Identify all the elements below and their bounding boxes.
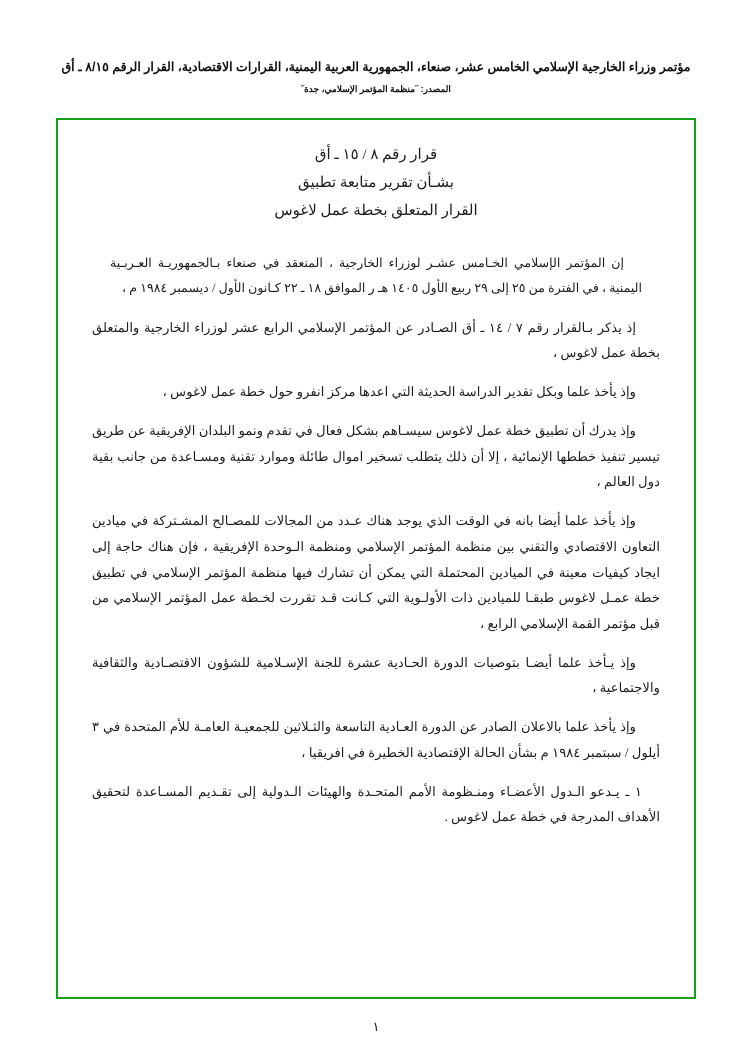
paragraph-preamble: إن المؤتمر الإسلامي الخـامس عشـر لوزراء الخارجية ، المنعقد في صنعاء بـالجمهوريـة العـربـية اليمنية ، في الفترة من ٢٥ إلى ٢٩ ربيع الأول ١٤٠٥ هـ ر الموافق ١٨ ـ ٢٢ كـانون الأول / ديسمبر ١٩٨٤ م ،	[110, 256, 642, 296]
paragraph-commission-recommendations: وإذ يـأخذ علما أيضـا بتوصيات الدورة الحـادية عشرة للجنة الإسـلامية للشؤون الاقتصـادية والثقافية والاجتماعية ،	[92, 654, 660, 696]
document-title-line-1: قرار رقم ٨ / ١٥ ـ أق	[314, 147, 438, 163]
page-number: ١	[372, 1019, 380, 1034]
paragraph-implementation-impact: وإذ يدرك أن تطبيق خطة عمل لاغوس سيسـاهم بشكل فعال في تقدم ونمو البلدان الإفريقية عن طريق تيسير تنفيذ خططها الإنمائية ، إلا أن ذلك يتطلب تسخير اموال طائلة وموارد تقنية ومسـاعدة من جانب بقية دول العالم ،	[92, 422, 660, 490]
paragraph-notes-study: وإذ يأخذ علما وبكل تقدير الدراسة الحديثة التي اعدها مركز انفرو حول خطة عمل لاغوس ،	[162, 384, 636, 400]
paragraph-recalls-resolution: إذ يذكر بـالقرار رقم ٧ / ١٤ ـ أق الصـادر عن المؤتمر الإسلامي الرابع عشر لوزراء الخارجية والمتعلق بخطة عمل لاغوس ،	[92, 319, 660, 361]
paragraph-cooperation-areas: وإذ يأخذ علما أيضا بانه في الوقت الذي يوجد هناك عـدد من المجالات للمصـالح المشـتركة في ميادين التعاون الاقتصادي والتقني بين منظمة المؤتمر الإسلامي ومنظمة الـوحدة الإفريقية ، فإن هناك حاجة إلى ايجاد كيفيات معينة في الميادين المحتملة التي يمكن أن تشارك فيها منظمة المؤتمر الإسلامي في تطبيق خطة عمـل لاغوس طبقـا للميادين ذات الأولـوية التي كـانت قـد تقررت لخـطة عمل المؤتمر الإسلامي من قبل مؤتمر القمة الإسلامي الرابع ،	[92, 513, 660, 631]
document-frame	[56, 118, 696, 999]
paragraph-un-declaration: وإذ يأخذ علما بالاعلان الصادر عن الدورة العـادية التاسعة والثـلاثين للجمعيـة العامـة للأم المتحدة في ٣ أيلول / سبتمبر ١٩٨٤ م بشأن الحالة الإقتصادية الخطيرة في افريقيا ،	[92, 719, 660, 760]
page-header	[0, 0, 752, 96]
document-title	[92, 142, 660, 225]
paragraph-operative-1: ١ ـ يـدعو الـدول الأعضـاء ومنـظومة الأمم المتحـدة والهيئات الـدولية إلى تقـديم المسـاعدة لتحقيق الأهداف المدرجة في خطة عمل لاغوس .	[92, 783, 660, 825]
document-title-line-2: بشـأن تقرير متابعة تطبيق	[298, 174, 454, 191]
header-source: المصدر: ˝منظمة المؤتمر الإسلامي، جدة˝	[301, 83, 451, 94]
header-title: مؤتمر وزراء الخارجية الإسلامي الخامس عشر، صنعاء، الجمهورية العربية اليمنية، القرارات الاقتصادية، القرار الرقم ٨/١٥ ـ أق	[61, 60, 691, 74]
document-title-line-3: القرار المتعلق بخطة عمل لاغوس	[274, 202, 478, 219]
